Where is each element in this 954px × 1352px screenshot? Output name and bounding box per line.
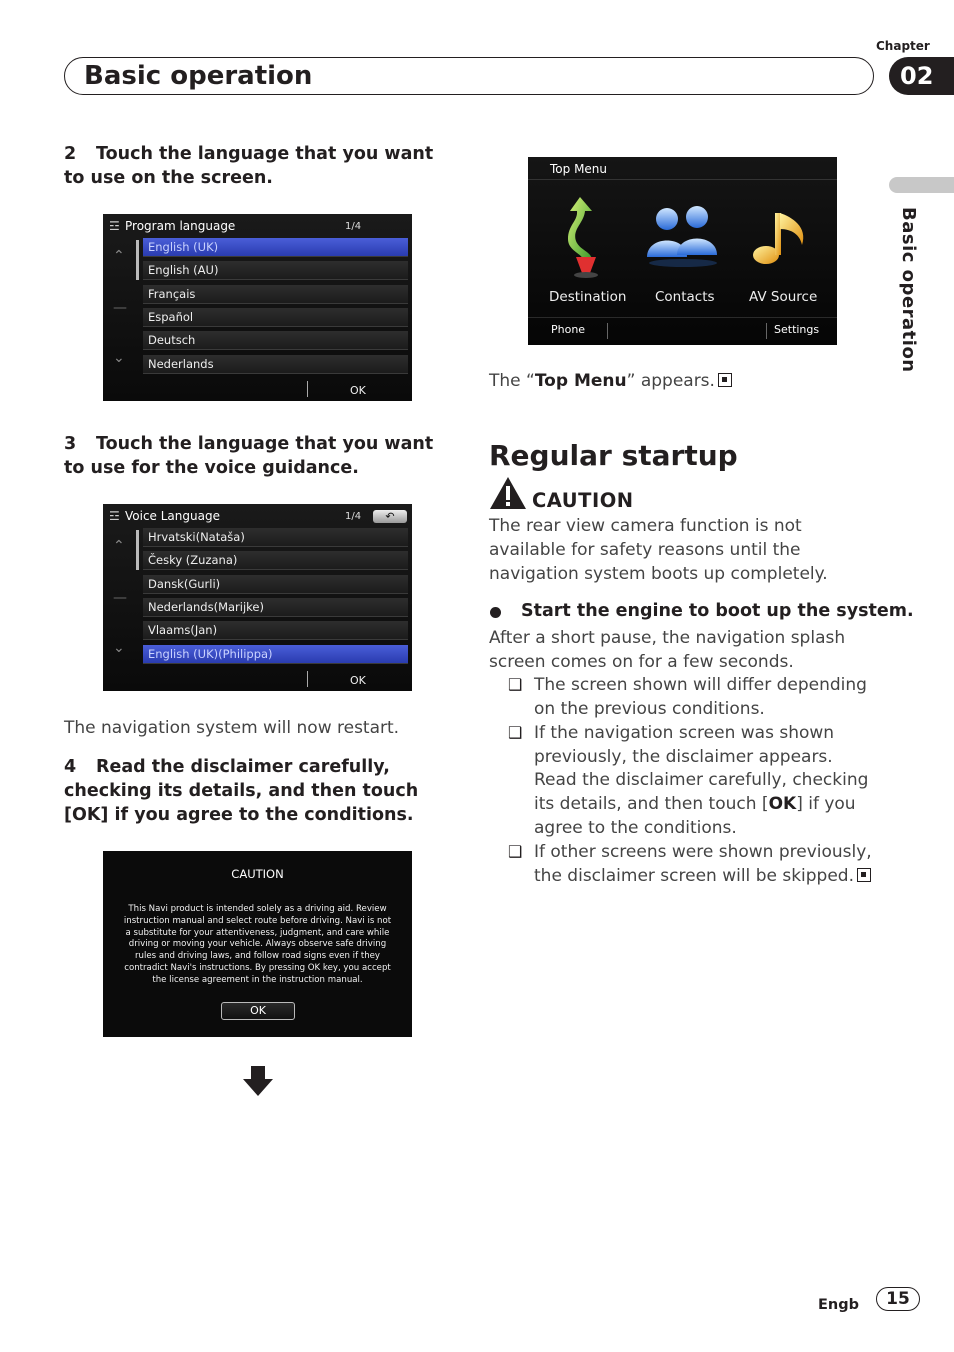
contacts-people-icon[interactable]: [645, 205, 721, 269]
chapter-label: Chapter: [876, 39, 930, 53]
voice-language-screen: [103, 504, 412, 691]
scroll-up-icon[interactable]: ⌃: [113, 538, 125, 554]
scroll-controls[interactable]: [109, 528, 133, 668]
scroll-controls[interactable]: [109, 238, 133, 378]
button-divider: [307, 381, 308, 397]
bottom-divider: [528, 317, 837, 318]
page-indicator: 1/4: [345, 511, 362, 522]
top-menu-caption: [489, 369, 732, 393]
language-list-item[interactable]: Dansk(Gurli): [143, 575, 408, 594]
note-extra-bold: OK: [768, 794, 797, 814]
av-source-label[interactable]: AV Source: [749, 289, 818, 305]
checkbox-bullet-icon: ❑: [508, 842, 523, 861]
step-number: 3: [64, 434, 77, 454]
scroll-divider-icon: —: [113, 300, 127, 316]
phone-button[interactable]: Phone: [551, 323, 586, 336]
bullet-dot: [490, 607, 501, 618]
language-list-item[interactable]: Hrvatski(Nataša): [143, 528, 408, 547]
screen-title: Top Menu: [550, 162, 608, 176]
top-menu-screen: [528, 157, 837, 345]
down-arrow-icon: [242, 1066, 274, 1096]
language-list-item[interactable]: English (UK): [143, 238, 408, 257]
chapter-number-badge: 02: [889, 57, 954, 95]
page-number: 15: [876, 1287, 920, 1311]
scrollbar[interactable]: [136, 530, 139, 570]
language-list-item[interactable]: English (UK)(Philippa): [143, 645, 408, 664]
checkbox-bullet-icon: ❑: [508, 675, 523, 694]
disclaimer-screen: [103, 851, 412, 1037]
button-divider: [766, 323, 767, 339]
destination-label[interactable]: Destination: [549, 289, 627, 305]
ok-button[interactable]: OK: [350, 674, 366, 687]
destination-arrow-icon[interactable]: [562, 195, 604, 279]
scroll-down-icon[interactable]: ⌄: [113, 350, 125, 366]
step-text: Read the disclaimer carefully, checking its details, and then touch [OK] if you agree to the conditions.: [64, 757, 419, 825]
language-list-item[interactable]: English (AU): [143, 261, 408, 280]
step-text: Touch the language that you want to use for the voice guidance.: [64, 434, 434, 478]
section-title: Regular startup: [489, 439, 738, 472]
note-text: If the navigation screen was shown previously, the disclaimer appears.: [534, 723, 835, 767]
caption-suffix: ” appears.: [626, 371, 715, 391]
step-number: 2: [64, 144, 77, 164]
title-divider: [528, 179, 837, 180]
settings-button[interactable]: Settings: [774, 323, 820, 336]
note-extra-prefix: Read the disclaimer carefully, checking its details, and then touch [: [534, 770, 869, 814]
disclaimer-text: This Navi product is intended solely as a driving aid. Review instruction manual and select route before driving. Navi is not a substitute for your attentiveness, judgment, and care while driving or moving your vehicle. Always observe safe driving rules and driving laws, and follow road signs even if they contradict Navi's instructions. By pressing OK key, you accept the license agreement in the instruction manual.: [123, 904, 392, 985]
language-list-item[interactable]: Česky (Zuzana): [143, 551, 408, 570]
contacts-label[interactable]: Contacts: [655, 289, 715, 305]
language-list-item[interactable]: Español: [143, 308, 408, 327]
tool-icon: ☲: [109, 509, 120, 523]
note-text: The screen shown will differ depending on the previous conditions.: [534, 675, 867, 719]
checkbox-bullet-icon: ❑: [508, 723, 523, 742]
note-extra-suffix: ] if you agree to the conditions.: [534, 794, 856, 838]
bullet-heading: Start the engine to boot up the system.: [521, 601, 914, 621]
tool-icon: ☲: [109, 219, 120, 233]
language-list-item[interactable]: Nederlands(Marijke): [143, 598, 408, 617]
disclaimer-title: CAUTION: [231, 867, 284, 881]
step-text: Touch the language that you want to use on the screen.: [64, 144, 434, 188]
language-list-item[interactable]: Nederlands: [143, 355, 408, 374]
ok-button[interactable]: OK: [221, 1002, 295, 1020]
language-list-item[interactable]: Deutsch: [143, 331, 408, 350]
ok-button[interactable]: OK: [350, 384, 366, 397]
caution-text: The rear view camera function is not available for safety reasons until the navigation system boots up completely.: [489, 516, 828, 584]
warning-triangle-icon: [489, 476, 527, 510]
language-list-item[interactable]: Vlaams(Jan): [143, 621, 408, 640]
page-title: Basic operation: [84, 61, 313, 91]
step-number: 4: [64, 757, 77, 777]
step-3-heading: [64, 432, 454, 480]
note-extra-text: [534, 768, 879, 840]
step-2-heading: [64, 142, 454, 190]
music-note-icon[interactable]: [750, 209, 810, 269]
page-indicator: 1/4: [345, 221, 362, 232]
side-section-label: Basic operation: [898, 207, 919, 373]
program-language-screen: [103, 214, 412, 401]
screen-title: Program language: [125, 219, 236, 233]
after-pause-text: After a short pause, the navigation splash screen comes on for a few seconds.: [489, 628, 846, 672]
side-tab-marker: [889, 177, 954, 193]
back-arrow-icon[interactable]: ↶: [373, 510, 407, 523]
end-mark-icon: [857, 868, 871, 882]
caption-bold: Top Menu: [534, 371, 627, 391]
step-4-heading: [64, 755, 444, 827]
button-divider: [307, 671, 308, 687]
note-text-content: If other screens were shown previously, the disclaimer screen will be skipped.: [534, 842, 872, 886]
scroll-divider-icon: —: [113, 590, 127, 606]
restart-text: The navigation system will now restart.: [64, 718, 400, 738]
scroll-up-icon[interactable]: ⌃: [113, 248, 125, 264]
scroll-down-icon[interactable]: ⌄: [113, 640, 125, 656]
note-text: [534, 840, 879, 888]
caution-label: CAUTION: [532, 489, 634, 512]
screen-title: Voice Language: [125, 509, 220, 523]
scrollbar[interactable]: [136, 240, 139, 280]
end-mark-icon: [718, 373, 732, 387]
caption-prefix: The “: [489, 371, 535, 391]
button-divider: [607, 323, 608, 339]
language-list-item[interactable]: Français: [143, 285, 408, 304]
footer-language: Engb: [818, 1297, 859, 1313]
